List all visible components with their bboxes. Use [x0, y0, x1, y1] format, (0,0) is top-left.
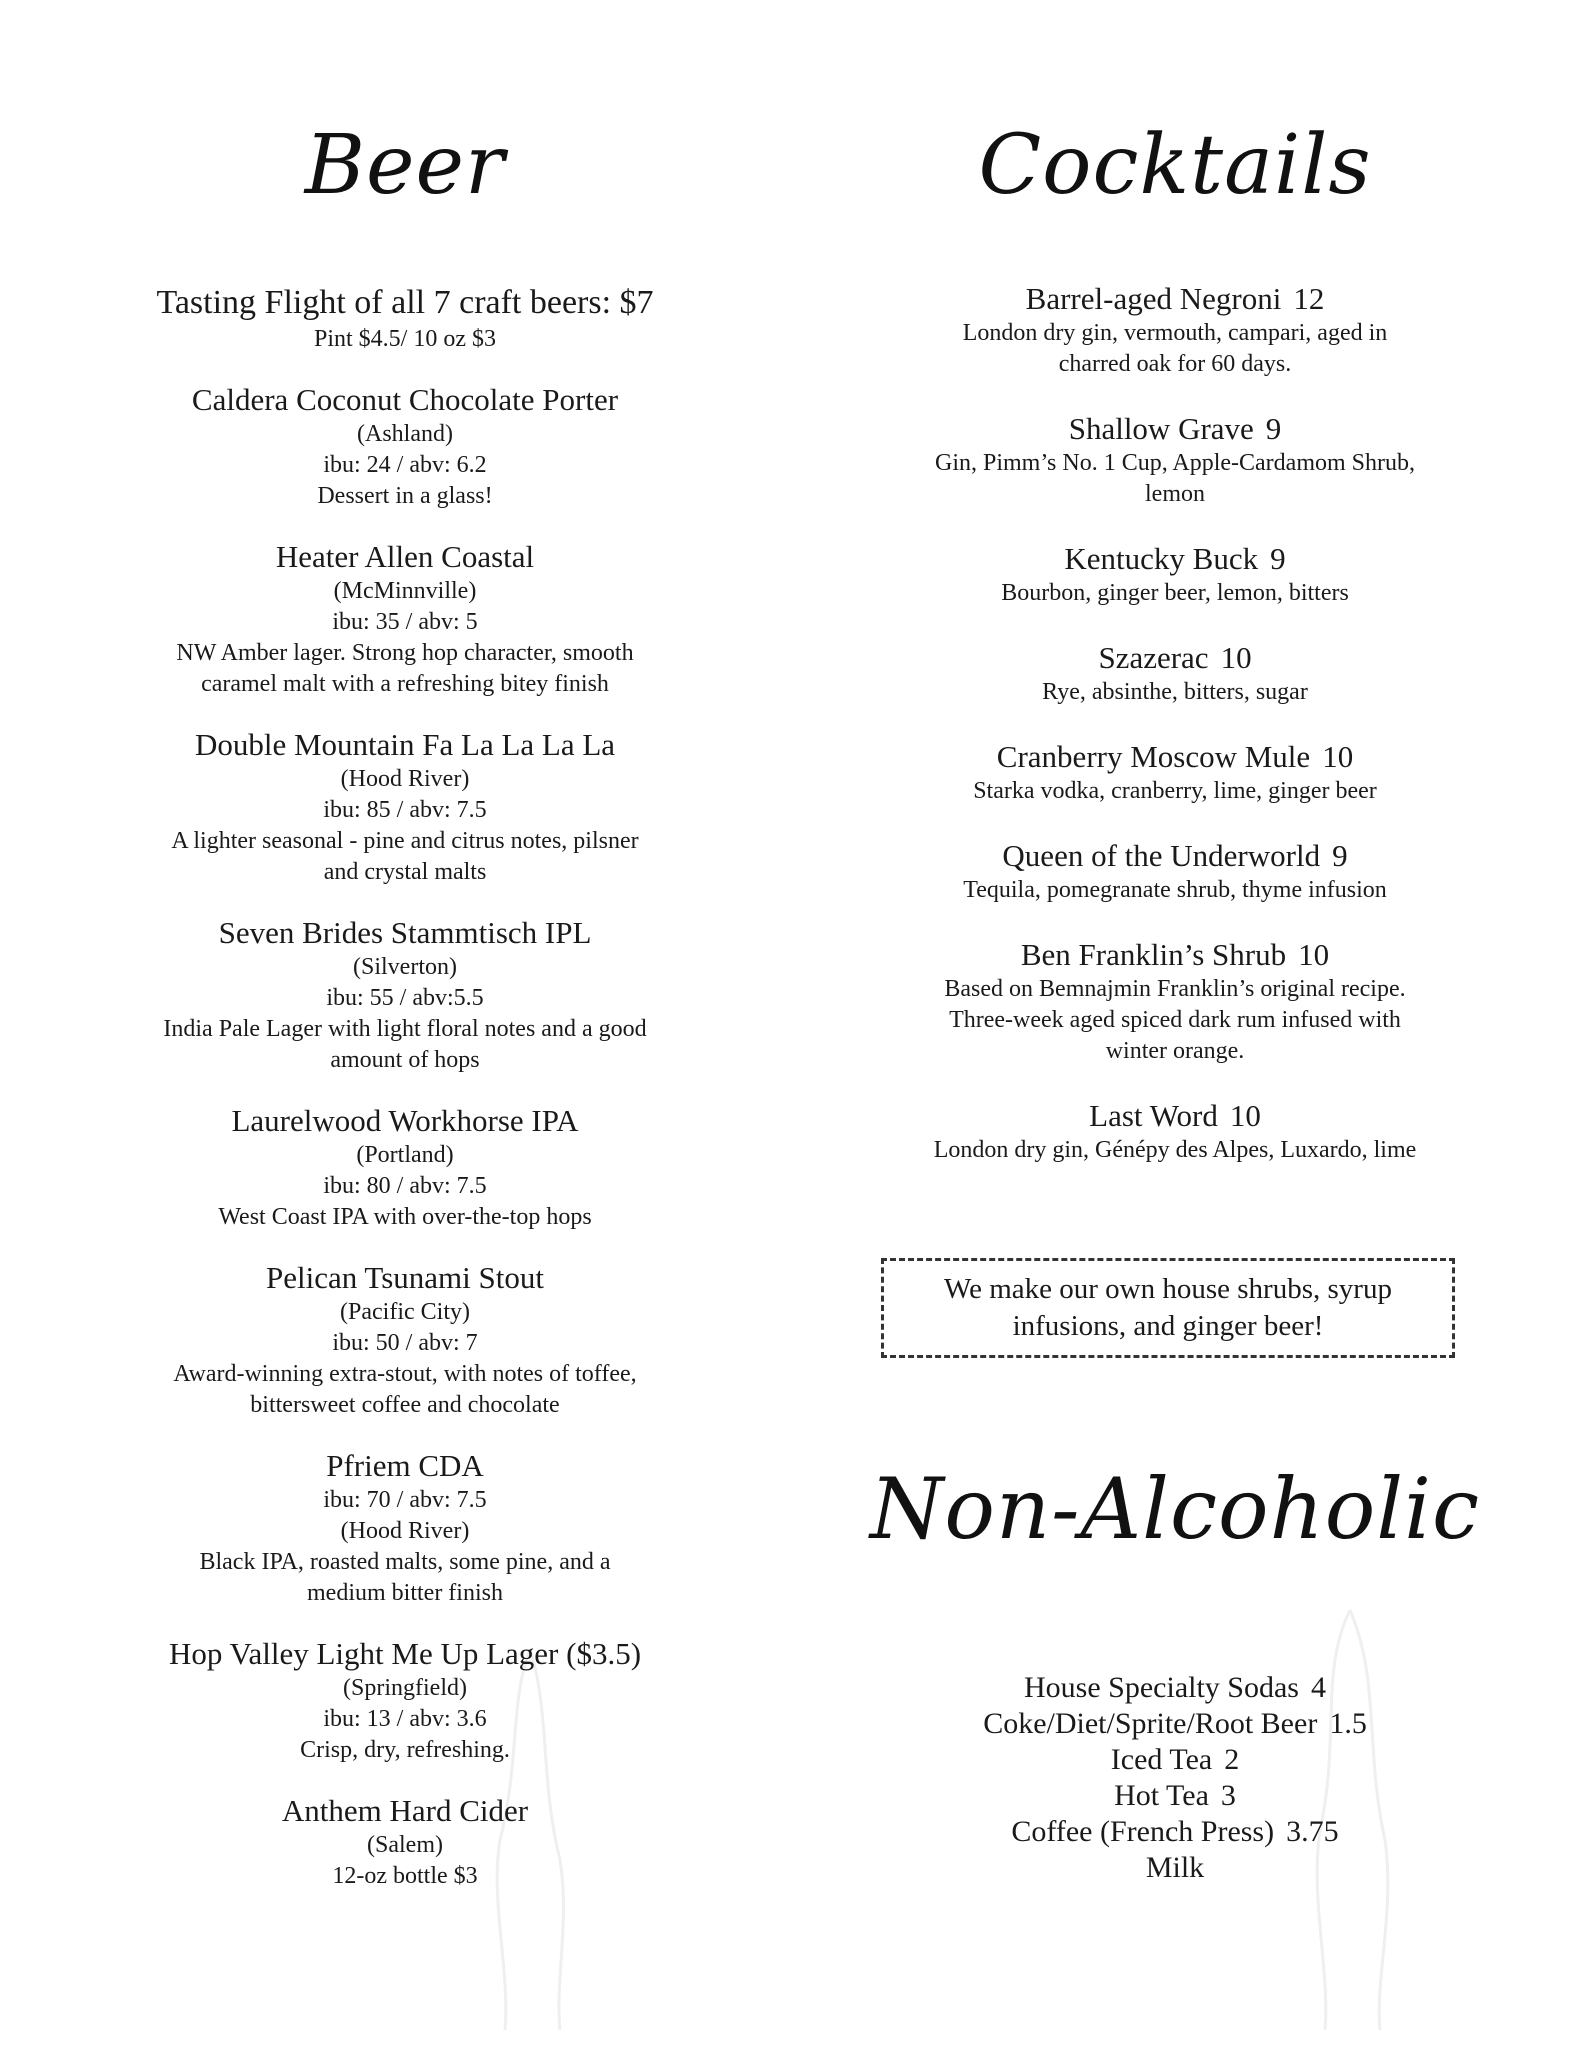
cocktail-name-row: [880, 280, 1470, 318]
beer-name: Caldera Coconut Chocolate Porter: [191, 382, 619, 417]
cocktail-description: Based on Bemnajmin Franklin’s original recipe.: [944, 976, 1406, 1002]
non-alcoholic-name: Coke/Diet/Sprite/Root Beer: [983, 1707, 1318, 1740]
cocktail-name: Ben Franklin’s Shrub: [1020, 937, 1287, 972]
cocktail-price: 9: [1270, 541, 1286, 576]
cocktail-price: 12: [1293, 281, 1325, 316]
non-alcoholic-list: [880, 1670, 1470, 1886]
beer-item: [120, 1259, 690, 1421]
non-alcoholic-name: House Specialty Sodas: [1024, 1671, 1299, 1704]
cocktail-name: Kentucky Buck: [1064, 541, 1259, 576]
non-alcoholic-item: [880, 1778, 1470, 1814]
cocktail-description: Starka vodka, cranberry, lime, ginger beer: [973, 778, 1377, 804]
non-alcoholic-price: 3: [1220, 1779, 1236, 1812]
cocktail-name: Barrel-aged Negroni: [1025, 281, 1282, 316]
beer-item: [120, 381, 690, 512]
beer-detail: caramel malt with a refreshing bitey finish: [201, 671, 609, 697]
house-made-notice: [881, 1258, 1455, 1358]
beer-detail: ibu: 35 / abv: 5: [332, 609, 478, 635]
beer-detail: and crystal malts: [323, 859, 487, 885]
beer-detail: Award-winning extra-stout, with notes of toffee,: [173, 1361, 637, 1387]
beer-detail: (Ashland): [357, 421, 453, 447]
cocktail-description: charred oak for 60 days.: [1058, 351, 1292, 377]
beer-detail: India Pale Lager with light floral notes and a good: [163, 1016, 647, 1042]
beer-item: [120, 914, 690, 1076]
cocktail-item: [880, 738, 1470, 807]
cocktails-title: Cocktails: [978, 118, 1372, 213]
tasting-flight-title: Tasting Flight of all 7 craft beers: $7: [156, 284, 654, 321]
beer-item: [120, 1102, 690, 1233]
cocktail-name-row: [880, 639, 1470, 677]
cocktail-name: Cranberry Moscow Mule: [996, 739, 1311, 774]
cocktail-name: Szazerac: [1098, 640, 1209, 675]
cocktail-description: Bourbon, ginger beer, lemon, bitters: [1001, 580, 1349, 606]
beer-detail: (Springfield): [343, 1675, 467, 1701]
notice-line-2: infusions, and ginger beer!: [1012, 1310, 1324, 1342]
beer-detail: NW Amber lager. Strong hop character, smooth: [176, 640, 634, 666]
beer-name: Pelican Tsunami Stout: [266, 1260, 544, 1295]
cocktail-item: [880, 936, 1470, 1067]
cocktail-name-row: [880, 540, 1470, 578]
cocktail-price: 10: [1322, 739, 1354, 774]
cocktail-description: Rye, absinthe, bitters, sugar: [1042, 679, 1308, 705]
cocktail-item: [880, 1097, 1470, 1166]
beer-detail: (Salem): [367, 1832, 443, 1858]
non-alcoholic-item: [880, 1670, 1470, 1706]
beer-detail: ibu: 24 / abv: 6.2: [323, 452, 487, 478]
notice-line-1: We make our own house shrubs, syrup: [944, 1273, 1392, 1305]
cocktail-name: Last Word: [1089, 1098, 1218, 1133]
beer-item: [120, 726, 690, 888]
beer-list: [120, 381, 690, 1892]
beer-detail: ibu: 85 / abv: 7.5: [323, 797, 487, 823]
beer-detail: West Coast IPA with over-the-top hops: [218, 1204, 592, 1230]
cocktail-name: Queen of the Underworld: [1002, 838, 1321, 873]
beer-title: Beer: [304, 118, 506, 213]
beer-detail: (Silverton): [353, 954, 457, 980]
beer-detail: Black IPA, roasted malts, some pine, and a: [199, 1549, 611, 1575]
cocktail-name-row: [880, 837, 1470, 875]
cocktail-price: 10: [1220, 640, 1252, 675]
beer-detail: ibu: 55 / abv:5.5: [326, 985, 484, 1011]
non-alcoholic-item: [880, 1706, 1470, 1742]
non-alcoholic-item: [880, 1814, 1470, 1850]
non-alcoholic-name: Milk: [1145, 1851, 1205, 1884]
cocktail-name-row: [880, 410, 1470, 448]
cocktail-price: 9: [1265, 411, 1282, 446]
cocktail-item: [880, 280, 1470, 380]
cocktail-item: [880, 639, 1470, 708]
beer-detail: ibu: 13 / abv: 3.6: [323, 1706, 487, 1732]
tasting-flight-prices: Pint $4.5/ 10 oz $3: [313, 326, 496, 352]
non-alcoholic-name: Coffee (French Press): [1011, 1815, 1275, 1848]
non-alcoholic-name: Hot Tea: [1114, 1779, 1209, 1812]
beer-item: [120, 1792, 690, 1892]
beer-detail: ibu: 50 / abv: 7: [332, 1330, 478, 1356]
non-alcoholic-item: [880, 1742, 1470, 1778]
beer-detail: medium bitter finish: [307, 1580, 503, 1606]
cocktail-price: 10: [1229, 1098, 1261, 1133]
beer-item: [120, 1635, 690, 1766]
beer-detail: A lighter seasonal - pine and citrus notes, pilsner: [171, 828, 639, 854]
beer-detail: (Hood River): [340, 766, 470, 792]
cocktail-item: [880, 837, 1470, 906]
beer-detail: (Portland): [356, 1142, 454, 1168]
non-alcoholic-item: [880, 1850, 1470, 1886]
beer-detail: amount of hops: [330, 1047, 480, 1073]
cocktail-description: London dry gin, Génépy des Alpes, Luxardo, lime: [933, 1137, 1417, 1163]
beer-name: Seven Brides Stammtisch IPL: [218, 915, 592, 950]
non-alcoholic-name: Iced Tea: [1110, 1743, 1213, 1776]
beer-detail: (Hood River): [340, 1518, 470, 1544]
non-alcoholic-price: 4: [1310, 1671, 1326, 1704]
beer-detail: ibu: 80 / abv: 7.5: [323, 1173, 487, 1199]
beer-name: Anthem Hard Cider: [281, 1793, 529, 1828]
non-alcoholic-title: Non-Alcoholic: [869, 1460, 1481, 1558]
beer-name: Heater Allen Coastal: [275, 539, 535, 574]
non-alcoholic-price: 1.5: [1329, 1707, 1367, 1740]
cocktail-name-row: [880, 738, 1470, 776]
beer-detail: bittersweet coffee and chocolate: [250, 1392, 560, 1418]
beer-detail: Crisp, dry, refreshing.: [300, 1737, 510, 1763]
beer-item: [120, 1447, 690, 1609]
non-alcoholic-price: 2: [1224, 1743, 1240, 1776]
cocktail-description: winter orange.: [1105, 1038, 1245, 1064]
cocktail-description: Tequila, pomegranate shrub, thyme infusion: [963, 877, 1387, 903]
cocktail-item: [880, 410, 1470, 510]
beer-detail: Dessert in a glass!: [317, 483, 493, 509]
beer-detail: (McMinnville): [333, 578, 477, 604]
beer-detail: 12-oz bottle $3: [332, 1863, 478, 1889]
cocktail-name: Shallow Grave: [1068, 411, 1254, 446]
beer-detail: (Pacific City): [340, 1299, 470, 1325]
beer-detail: ibu: 70 / abv: 7.5: [323, 1487, 487, 1513]
beer-name: Double Mountain Fa La La La La: [194, 727, 616, 762]
beer-name: Laurelwood Workhorse IPA: [231, 1103, 579, 1138]
beer-section: [120, 282, 690, 1892]
cocktail-name-row: [880, 936, 1470, 974]
cocktail-item: [880, 540, 1470, 609]
cocktail-description: lemon: [1145, 481, 1205, 507]
cocktail-name-row: [880, 1097, 1470, 1135]
cocktails-section: [880, 280, 1470, 1166]
cocktail-price: 9: [1332, 838, 1348, 873]
beer-name: Hop Valley Light Me Up Lager ($3.5): [168, 1636, 642, 1671]
cocktail-description: Three-week aged spiced dark rum infused with: [949, 1007, 1401, 1033]
cocktail-description: London dry gin, vermouth, campari, aged in: [962, 320, 1388, 346]
cocktail-description: Gin, Pimm’s No. 1 Cup, Apple-Cardamom Shrub,: [935, 450, 1415, 476]
beer-item: [120, 538, 690, 700]
cocktail-list: [880, 280, 1470, 1166]
cocktail-price: 10: [1298, 937, 1330, 972]
non-alcoholic-price: 3.75: [1286, 1815, 1339, 1848]
beer-name: Pfriem CDA: [326, 1448, 484, 1483]
